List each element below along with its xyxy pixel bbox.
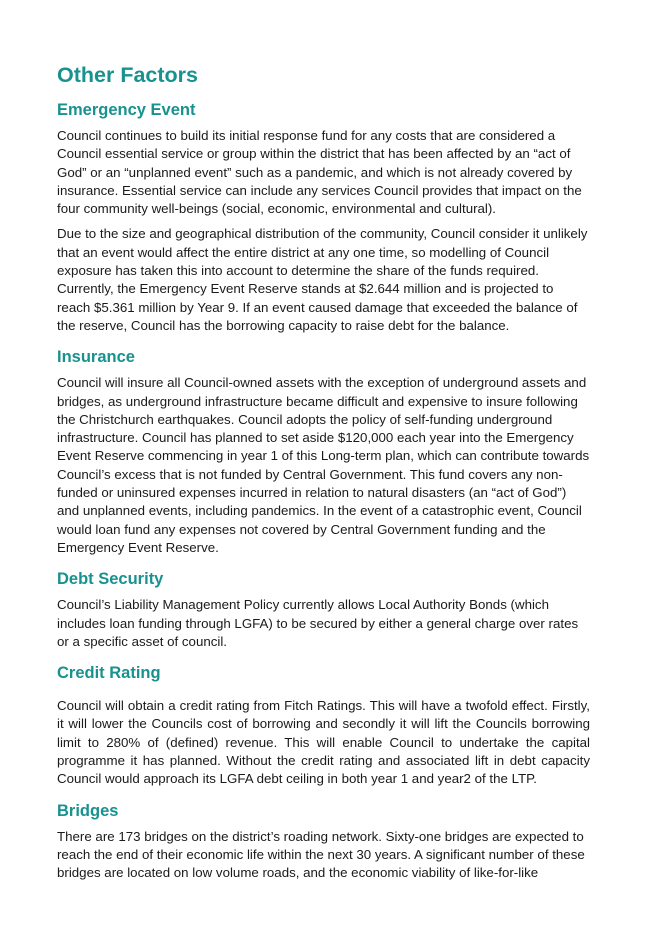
section-paragraph: Council continues to build its initial response fund for any costs that are considered a Council essential service or group within the district that has been affected by an “act of God” or an “unplanned event” such as a pandemic, and which is not already covered by insurance. Essential service can include any services Council provides that impact on the four community well-beings (social, economic, environmental and cultural). bbox=[57, 128, 582, 217]
section-heading: Insurance bbox=[57, 348, 135, 367]
section-heading: Emergency Event bbox=[57, 101, 196, 119]
section-paragraph: Council will insure all Council-owned assets with the exception of underground assets and bridges, as underground infrastructure became difficult and expensive to insure following the Christchurch earthquakes. Council adopts the policy of self-funding underground infrastructure. Council has planned to set aside $120,000 each year into the Emergency Event Reserve commencing in year 1 of this Long-term plan, which can contribute towards Council’s excess that is not funded by Central Government. This fund covers any non-funded or uninsured expenses incurred in relation to natural disasters (an “act of God”) and unplanned events, including pandemics. In the event of a catastrophic event, Council would loan fund any expenses not covered by Central Government funding and the Emergency Event Reserve. bbox=[57, 375, 590, 555]
section-heading: Credit Rating bbox=[57, 664, 161, 683]
section-insurance bbox=[57, 347, 590, 557]
section-heading: Debt Security bbox=[57, 570, 164, 589]
section-heading: Bridges bbox=[57, 801, 119, 820]
section-paragraph: There are 173 bridges on the district’s roading network. Sixty-one bridges are expected to reach the end of their economic life within the next 30 years. A significant number of these bridges are located on low volume roads, and the economic viability of like-for-like bbox=[57, 828, 585, 881]
section-credit-rating bbox=[57, 663, 590, 788]
section-debt-security bbox=[57, 569, 590, 651]
section-bridges bbox=[57, 801, 590, 883]
section-paragraph: Due to the size and geographical distribution of the community, Council consider it unlikely that an event would affect the entire district at any one time, so modelling of Council exposure has taken this into account to determine the share of the funds required. Currently, the Emergency Event Reserve stands at $2.644 million and is projected to reach $5.361 million by Year 9. If an event caused damage that exceeded the balance of the reserve, Council has the borrowing capacity to raise debt for the balance. bbox=[57, 226, 588, 333]
section-emergency-event bbox=[57, 100, 590, 335]
section-paragraph: Council’s Liability Management Policy currently allows Local Authority Bonds (which includes loan funding through LGFA) to be secured by either a general charge over rates or a specific asset of council. bbox=[57, 597, 579, 649]
section-paragraph: Council will obtain a credit rating from Fitch Ratings. This will have a twofold effect. Firstly, it will lower the Councils cost of borrowing and secondly it will lift the Councils borrowing limit to 280% of (defined) revenue. This will enable Council to undertake the capital programme it has planned. Without the credit rating and associated lift in debt capacity Council would approach its LGFA debt ceiling in both year 1 and year2 of the LTP. bbox=[57, 698, 590, 787]
page-title: Other Factors bbox=[57, 63, 198, 87]
page-content bbox=[57, 62, 590, 895]
